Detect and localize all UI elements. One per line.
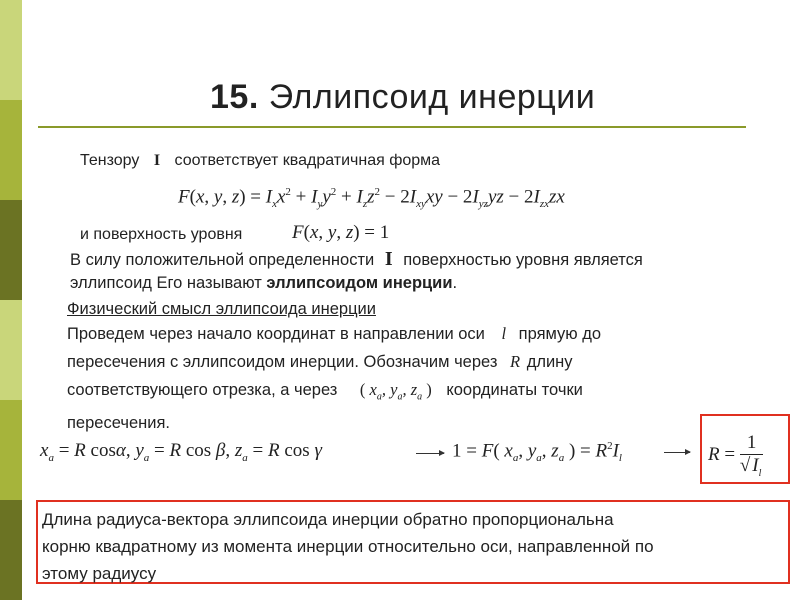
- surface-line: [80, 226, 242, 244]
- arrow-right-2: [664, 452, 690, 453]
- result-formula: R = $\frac{1}{√ I_l}$: [708, 432, 762, 479]
- left-decor-bar: [0, 0, 22, 600]
- title-text: Эллипсоид инерции: [268, 78, 596, 116]
- physical-line-2: [67, 348, 601, 376]
- physical-text-6: координаты точки: [446, 381, 583, 399]
- physical-text-4: длину: [526, 353, 573, 371]
- axis-symbol: l: [501, 324, 507, 343]
- title-underline: [38, 126, 746, 128]
- definiteness-line-2: [70, 274, 457, 293]
- physical-heading: Физический смысл эллипсоида инерции: [67, 300, 376, 318]
- r-symbol: R: [510, 352, 521, 371]
- surface-label: и поверхность уровня: [80, 226, 243, 243]
- physical-line-1: [67, 320, 601, 348]
- definiteness-text-3: эллипсоид Его называют: [70, 274, 262, 292]
- conclusion-text: [42, 506, 654, 587]
- physical-text-1: Проведем через начало координат в направлении оси: [67, 325, 485, 343]
- page-title: [210, 78, 595, 117]
- tensor-symbol-2: I: [384, 248, 393, 270]
- intro-text-after: соответствует квадратичная форма: [174, 152, 441, 169]
- definiteness-text-2: поверхностью уровня является: [403, 251, 643, 269]
- definiteness-period: .: [452, 274, 458, 292]
- physical-text-3: пересечения с эллипсоидом инерции. Обозначим через: [67, 353, 498, 371]
- ellipsoid-term: эллипсоидом инерции: [266, 274, 453, 292]
- param-formula: $x_a = R$ cosα, $y_a = R$ cos β, $z_a = R$ cos γ: [40, 440, 322, 464]
- result-box: [700, 414, 790, 484]
- intro-line: [80, 152, 440, 170]
- tensor-symbol: I: [153, 152, 161, 169]
- conclusion-line-2: корню квадратному из момента инерции относительно оси, направленной по: [42, 537, 654, 556]
- result-numerator: 1: [740, 432, 764, 455]
- result-fraction: $\frac{1}{√ I_l}$: [739, 432, 762, 479]
- physical-text-5: соответствующего отрезка, а через: [67, 381, 338, 399]
- physical-line-4: пересечения.: [67, 414, 170, 433]
- physical-meaning: [67, 296, 601, 437]
- definiteness-line-1: [70, 248, 643, 271]
- surface-equation: F(x, y, z) = 1: [292, 222, 390, 243]
- physical-line-3: [67, 376, 601, 410]
- coords-symbol: ( $x_a$, $y_a$, $z_a$ ): [359, 380, 432, 403]
- intro-text-before: Тензору: [80, 152, 140, 169]
- physical-text-2: прямую до: [518, 325, 602, 343]
- conclusion-line-3: этому радиусу: [42, 564, 157, 583]
- definiteness-text-1: В силу положительной определенности: [70, 251, 375, 269]
- arrow-right-1: [416, 453, 444, 454]
- level-formula: 1 = F( $x_a$, $y_a$, $z_a$ ) = $R^2I_l$: [452, 440, 622, 465]
- title-number: 15.: [210, 78, 259, 116]
- quadratic-form: F(x, y, $z) = I_xx^2 + I_yy^2 + I_zz^2 - 2I_{xy}xy - 2I_{yz}yz - 2I_{zx}zx$: [178, 186, 565, 211]
- conclusion-line-1: Длина радиуса-вектора эллипсоида инерции обратно пропорциональна: [42, 510, 614, 529]
